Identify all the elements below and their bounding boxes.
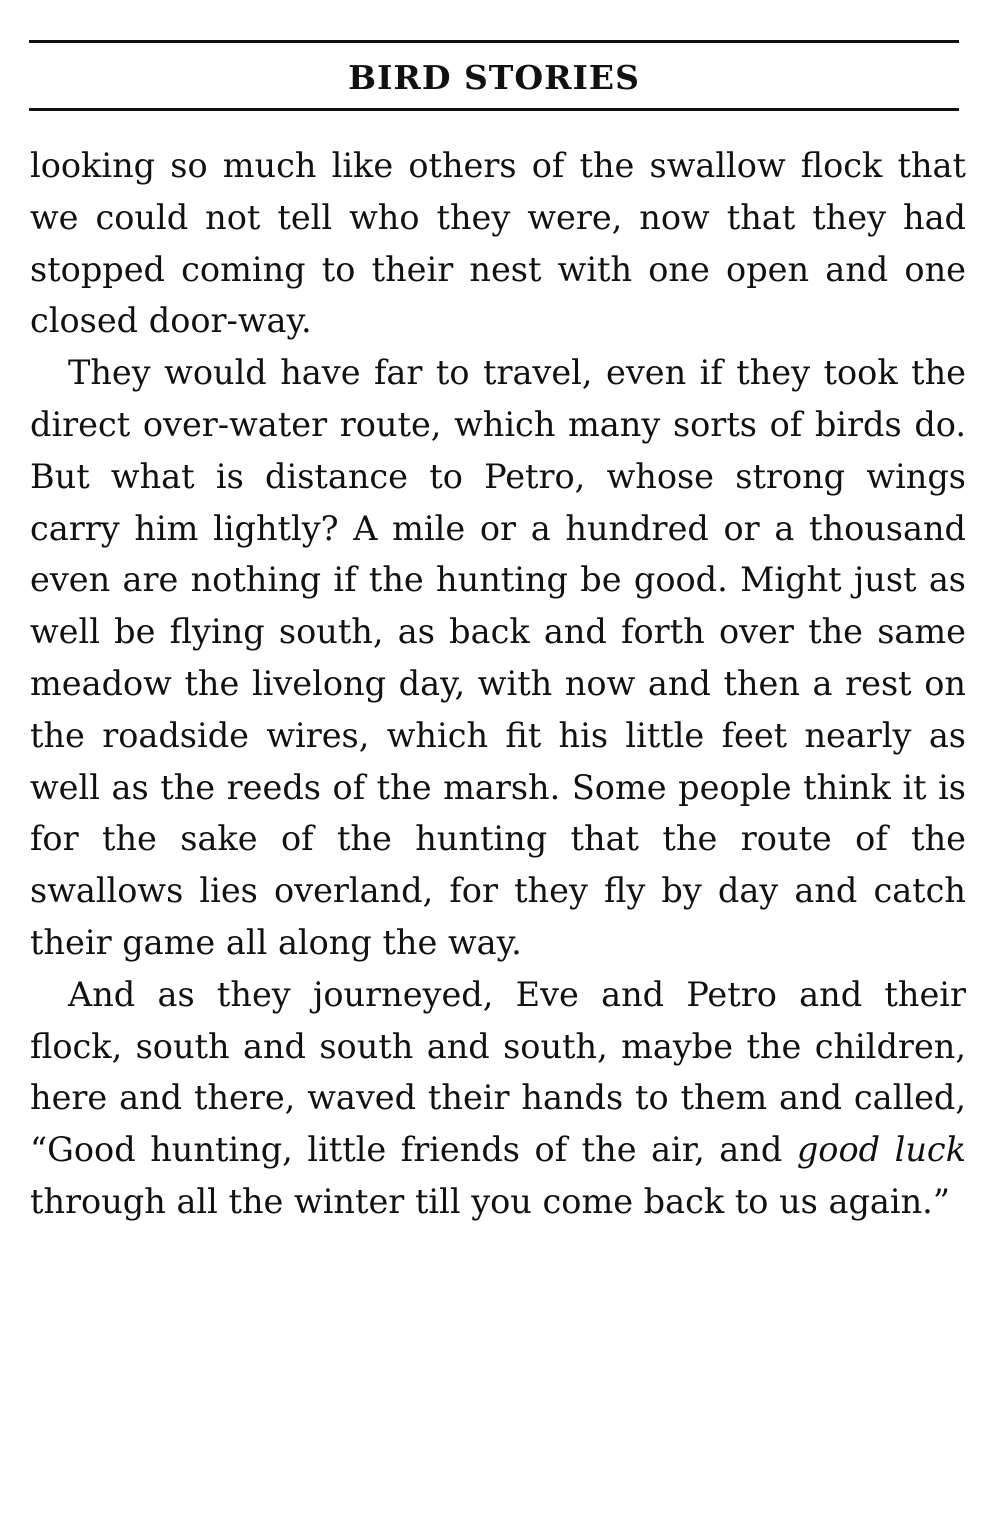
header-bottom-rule: [29, 108, 959, 111]
paragraph-travel: They would have far to travel, even if they took the direct over-water route, which many sorts of birds do. But what is distance to Petro, whose strong wings carry him lightly? A mile or a hundred or a thousand even are nothing if the hunting be good. Might just as well be flying south, as back and forth over the same meadow the livelong day, with now and then a rest on the roadside wires, which fit his little feet nearly as well as the reeds of the marsh. Some people think it is for the sake of the hunting that the route of the swallows lies overland, for they fly by day and catch their game all along the way.: [30, 353, 966, 962]
running-title: BIRD STORIES: [348, 58, 640, 97]
italic-good-luck: good luck: [796, 1130, 966, 1170]
paragraph-journey: [30, 969, 966, 1228]
body-text: [30, 140, 966, 1228]
header-top-rule: [29, 40, 959, 43]
paragraph-continued: looking so much like others of the swallow flock that we could not tell who they were, now that they had stopped coming to their nest with one open and one closed door-way.: [30, 146, 966, 341]
paragraph-journey-text-after: through all the winter till you come back to us again.”: [30, 1181, 950, 1221]
paragraph-journey-text-before: And as they journeyed, Eve and Petro and their flock, south and south and south, maybe the children, here and there, waved their hands to them and called, “Good hunting, little friends of the air, and: [30, 974, 966, 1170]
